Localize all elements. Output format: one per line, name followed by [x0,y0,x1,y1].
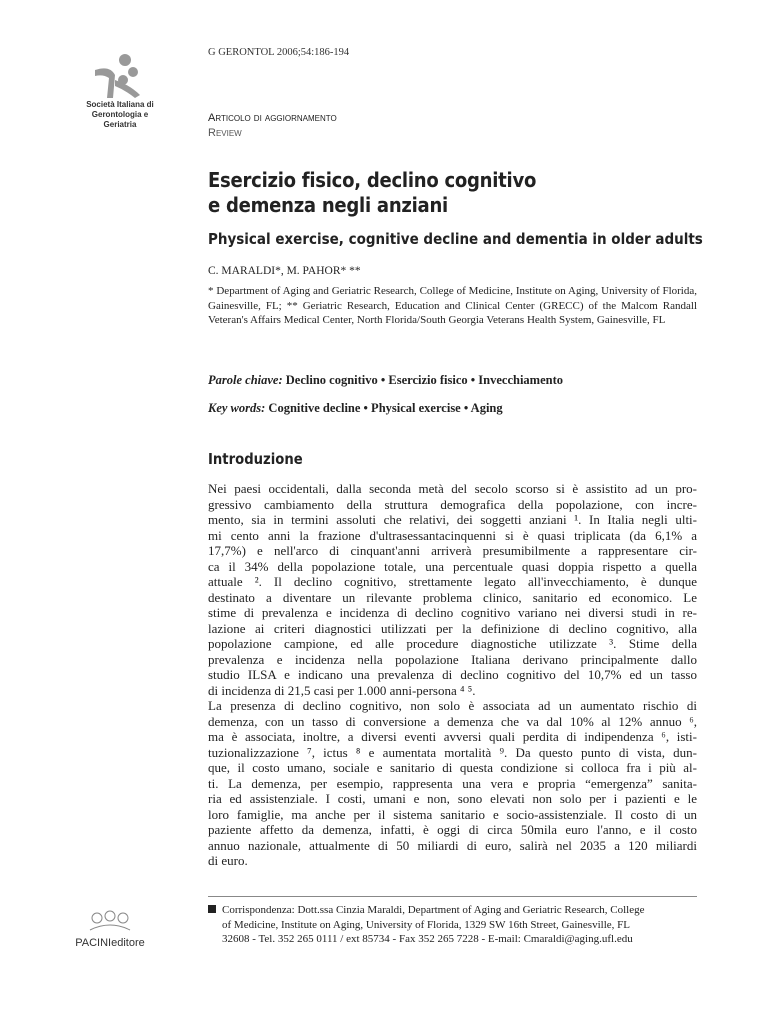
authors: C. MARALDI*, M. PAHOR* ** [208,265,361,277]
body-text [208,481,697,869]
body-line: popolazione campione, ed alle procedure diagnostiche utilizzate ³. Stime della [208,636,697,651]
keywords-label: Parole chiave: [208,373,283,387]
body-line: prevalenza e incidenza nella popolazione Italiana derivano principalmente dallo [208,651,697,667]
publisher-logo [70,910,150,949]
title-line: e demenza negli anziani [208,193,448,217]
section-heading: Introduzione [208,450,303,468]
title-line: Esercizio fisico, declino cognitivo [208,168,537,192]
body-line: lazione ai criteri diagnostici utilizzati per la definizione di declino cognitivo, alla [208,620,697,636]
body-line: ria ed assistenziale. I costi, umani e non, sono elevati non solo per i pazienti e le [208,791,697,806]
keywords-english [208,401,503,416]
society-line: Società Italiana di [86,100,154,109]
body-line: attuale ². Il declino cognitivo, strettamente legato all'invecchiamento, è dunque [208,574,697,589]
affiliations: * Department of Aging and Geriatric Research, College of Medicine, Institute on Aging, University of Florida, Gainesville, FL; ** Geriatric Research, Education and Clinical Center (GRECC) of the Malcom Randall Veteran's Affairs Medical Center, North Florida/South Georgia Veterans Health System, Gainesville, FL [208,285,697,326]
article-section [208,111,337,141]
body-line: demenza, con un tasso di conversione a demenza che va dal 10% al 12% annuo ⁶, [208,713,697,729]
body-line: di euro. [208,853,248,868]
society-name [70,100,170,130]
body-line: tuzionalizzazione ⁷, ictus ⁸ e aumentata mortalità ⁹. Da questo punto di vista, dun- [208,744,697,760]
keywords-label: Key words: [208,401,266,415]
body-line: gressivo cambiamento della struttura demografica della popolazione, con incre- [208,496,697,512]
body-line: mi cento anni la frazione d'ultrasessantacinquenni si è quasi triplicata (da 6,1% a [208,527,697,543]
publisher-emblem-icon [85,910,135,932]
article-title [208,168,536,218]
body-line: ca il 34% della popolazione totale, una percentuale quasi doppia rispetto a quella [208,558,697,574]
body-line: di incidenza di 21,5 casi per 1.000 anni-persona ⁴ ⁵. [208,682,476,698]
body-line: 17,7%) e nell'arco di cinquant'anni arriverà presumibilmente a rappresentare cir- [208,543,697,558]
body-line: ma è associata, inoltre, a diversi eventi avversi quali perdita di indipendenza ⁶, isti- [208,729,697,744]
body-line: ti. La demenza, per esempio, rappresenta una vera e propria “emergenza” sanita- [208,775,697,791]
article-subtitle: Physical exercise, cognitive decline and dementia in older adults [208,230,703,248]
body-line: mento, sia in termini assoluti che relativi, dei soggetti anziani ¹. In Italia negli ulti- [208,512,697,527]
correspondence [208,903,697,947]
correspondence-line: of Medicine, Institute on Aging, University of Florida, 1329 SW 16th Street, Gainesville, FL [222,918,630,931]
keywords-value: Declino cognitivo • Esercizio fisico • Invecchiamento [285,373,563,387]
society-line: Gerontologia e [91,110,149,119]
body-line: studio ILSA e indicano una prevalenza di declino cognitivo del 10,7% ed un tasso [208,667,697,682]
keywords-value: Cognitive decline • Physical exercise • Aging [268,401,503,415]
body-line: que, il costo umano, sociale e sanitario di questa condizione si colloca fra i più al- [208,760,697,775]
body-line: annuo nazionale, attualmente di 50 miliardi di euro, salirà nel 2035 a 120 miliardi [208,837,697,853]
journal-citation: G GERONTOL 2006;54:186-194 [208,47,350,58]
bullet-square-icon [208,905,216,913]
body-line: loro famiglie, ma anche per il sistema sanitario e socio-assistenziale. Il costo di un [208,806,697,822]
footnote-divider [208,896,697,897]
body-line: Nei paesi occidentali, dalla seconda metà del secolo scorso si è assistito ad un pro- [208,481,697,496]
body-line: La presenza di declino cognitivo, non solo è associata ad un aumentato rischio di [208,698,697,713]
correspondence-line: 32608 - Tel. 352 265 0111 / ext 85734 - Fax 352 265 7228 - E-mail: Cmaraldi@aging.ufl.edu [222,933,633,945]
society-logo [85,50,155,105]
body-line: destinato a diventare un rilevante problema clinico, sanitario ed economico. Le [208,589,697,605]
section-label: Articolo di aggiornamento [208,112,337,124]
publisher-name: PACINIeditore [75,937,145,949]
keywords-italian [208,373,563,388]
society-line: Geriatria [103,120,137,129]
body-line: stime di prevalenza e incidenza di declino cognitivo variano nei diversi studi in re- [208,605,697,620]
correspondence-line: Corrispondenza: Dott.ssa Cinzia Maraldi, Department of Aging and Geriatric Research, College [222,904,645,916]
body-line: paziente affetto da demenza, infatti, è oggi di circa 50mila euro l'anno, e il costo [208,822,697,837]
section-label-en: Review [208,127,242,139]
